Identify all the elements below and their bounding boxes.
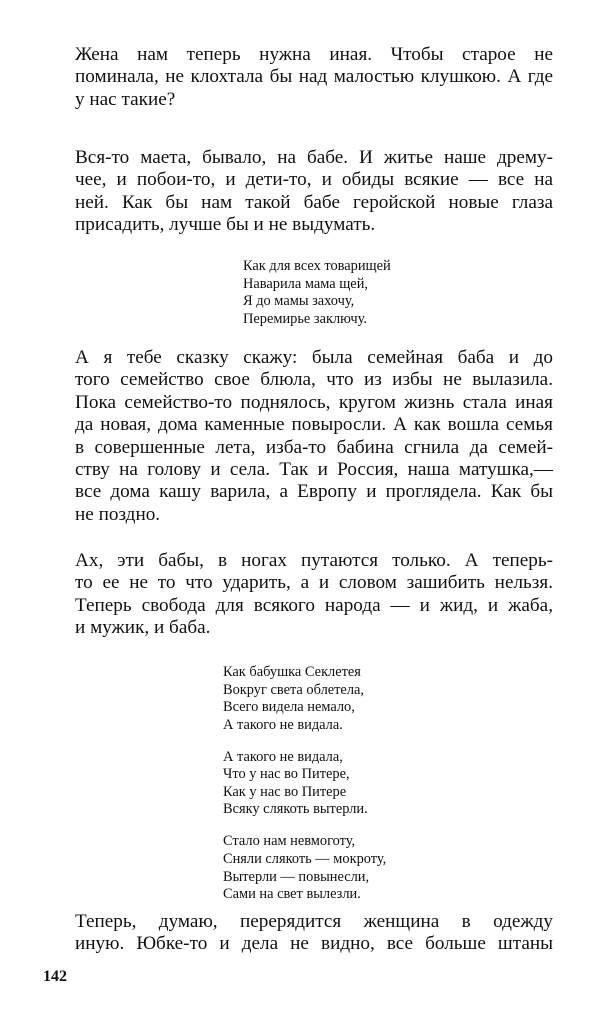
text-line: ней. Как бы нам такой бабе геройской новые глаза (75, 191, 553, 213)
paragraph (75, 147, 553, 237)
verse-line: Всего видела немало, (223, 699, 355, 716)
verse-line: Как бабушка Секлетея (223, 664, 361, 680)
text-line: чее, и побои-то, и дети-то, и обиды всякие — все на (75, 169, 553, 191)
text-line: у нас такие? (75, 88, 176, 110)
verse-block (223, 664, 386, 904)
verse-stanza (223, 833, 386, 903)
text-line: Теперь свобода для всякого народа — и жид, и жаба, (75, 594, 553, 616)
verse-line: А такого не видала, (223, 748, 343, 765)
text-line: ству на голову и села. Так и Россия, наша матушка,— (75, 459, 553, 481)
text-line: А я тебе сказку скажу: была семейная баба и до (75, 347, 553, 368)
verse-stanza (243, 258, 391, 328)
verse-line: Как у нас во Питере (223, 783, 347, 800)
verse-line: Вокруг света облетела, (223, 681, 364, 698)
text-line: в совершенные лета, изба-то бабина сгнила да семей- (75, 436, 553, 458)
text-line: поминала, не клохтала бы над малостью клушкою. А где (75, 66, 553, 88)
text-line: Ах, эти бабы, в ногах путаются только. А теперь- (75, 550, 553, 571)
verse-stanza (223, 664, 386, 734)
paragraph (75, 911, 553, 956)
verse-line: Стало нам невмоготу, (223, 833, 356, 850)
verse-line: Всяку слякоть вытерли. (223, 801, 368, 818)
verse-line: А такого не видала. (223, 716, 343, 733)
text-line: Вся-то маета, бывало, на бабе. И житье наше дрему- (75, 147, 553, 168)
page-number: 142 (43, 968, 67, 985)
verse-stanza (223, 749, 386, 819)
verse-line: Сами на свет вылезли. (223, 886, 361, 903)
text-line: присадить, лучше бы и не выдумать. (75, 214, 376, 236)
text-line: Пока семейство-то поднялось, кругом жизнь стала иная (75, 391, 553, 413)
verse-block (243, 258, 391, 328)
text-line: то ее не то что ударить, а и словом зашибить нельзя. (75, 572, 553, 594)
text-line: не поздно. (75, 503, 161, 525)
paragraph (75, 550, 553, 640)
text-line: да новая, дома каменные повыросли. А как вошла семья (75, 414, 553, 436)
verse-line: Я до мамы захочу, (243, 293, 355, 310)
text-line: Теперь, думаю, перерядится женщина в одежду (75, 911, 553, 932)
verse-line: Что у нас во Питере, (223, 766, 350, 783)
text-line: и мужик, и баба. (75, 617, 211, 639)
verse-line: Наварила мама щей, (243, 275, 368, 292)
verse-line: Сняли слякоть — мокроту, (223, 850, 387, 867)
text-line: Жена нам теперь нужна иная. Чтобы старое не (75, 44, 553, 65)
verse-line: Как для всех товарищей (243, 258, 391, 274)
text-line: иную. Юбке-то и дела не видно, все больше штаны (75, 933, 553, 955)
text-line: все дома кашу варила, а Европу и проглядела. Как бы (75, 481, 553, 503)
text-line: того семейство свое блюла, что из избы не вылазила. (75, 369, 553, 391)
verse-line: Перемирье заключу. (243, 310, 367, 327)
paragraph (75, 44, 553, 111)
verse-line: Вытерли — повынесли, (223, 868, 370, 885)
paragraph (75, 347, 553, 526)
